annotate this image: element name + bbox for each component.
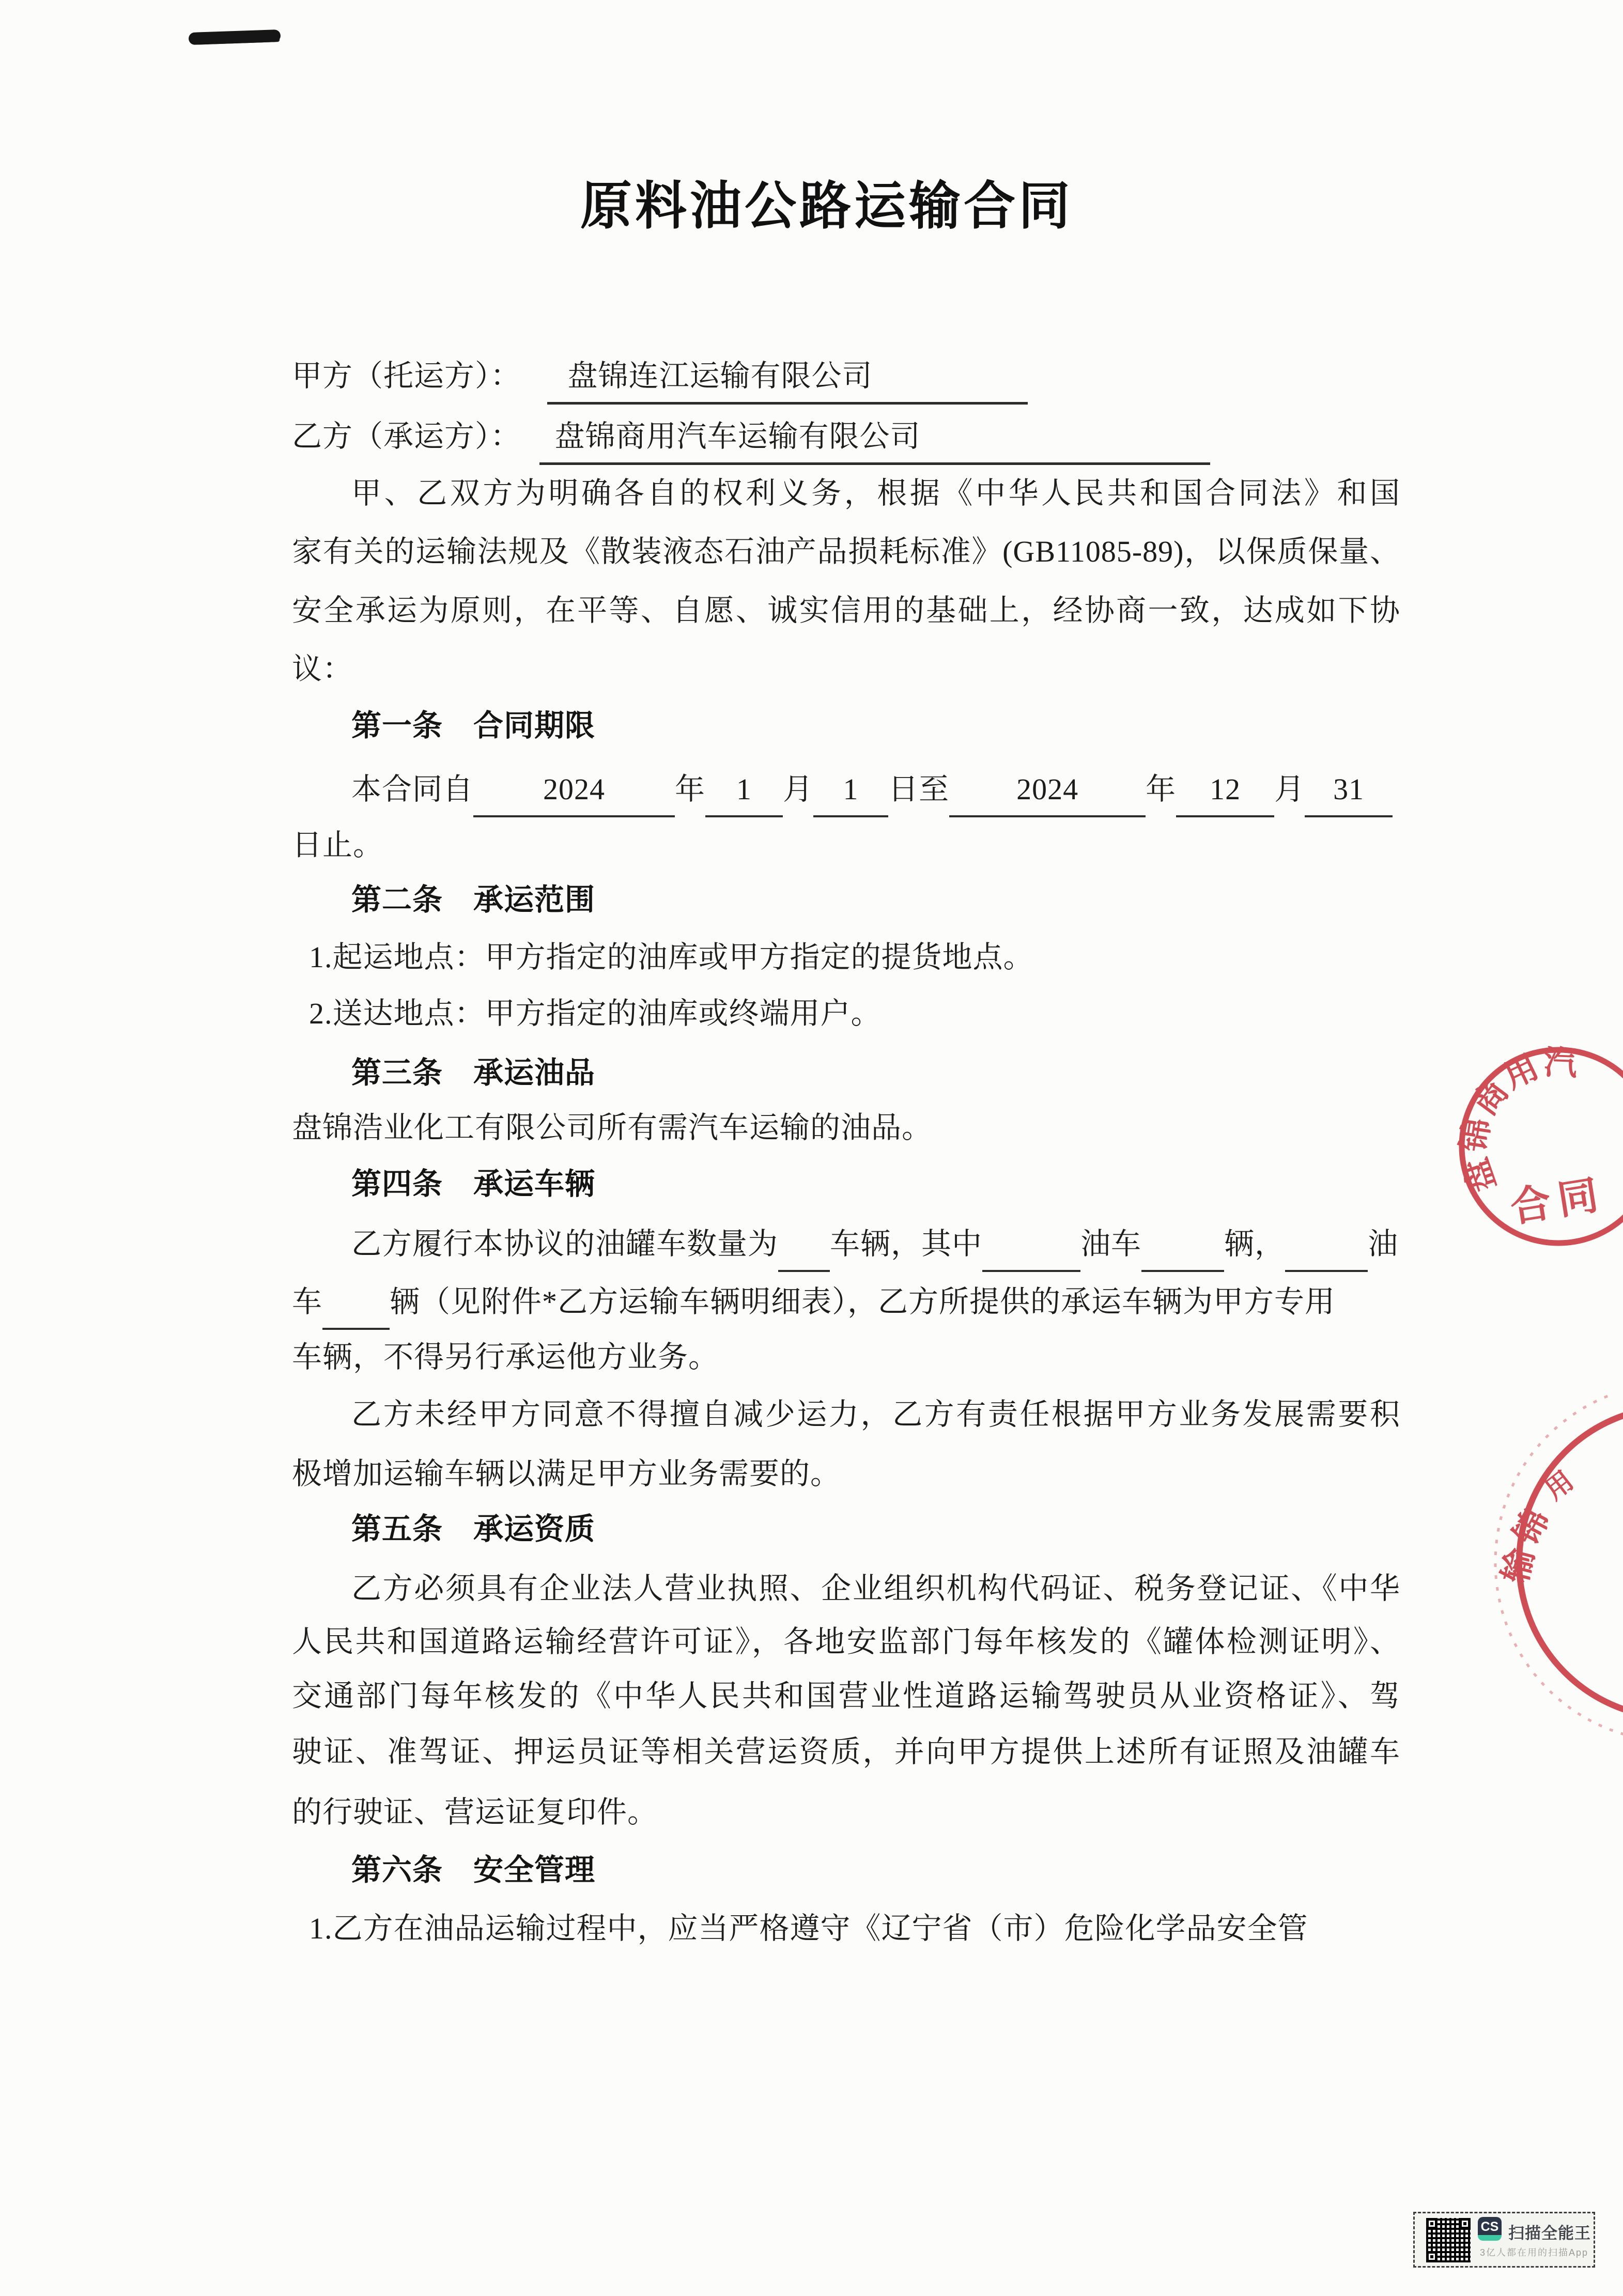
day-from-field: 1 [813,764,888,817]
seal-arc-text: 盘锦商用汽 [1455,1044,1580,1197]
date-tail: 日止。 [292,828,384,862]
month-label: 月 [1274,772,1305,806]
month-label: 月 [783,772,814,806]
article-2-item: 2.送达地点：甲方指定的油库或终端用户。 [309,997,882,1030]
article-5-line: 驶证、准驾证、押运员证等相关营运资质，并向甲方提供上述所有证照及油罐车 [292,1735,1400,1768]
oil-truck-type-blank [1285,1218,1368,1272]
party-b-name: 盘锦商用汽车运输有限公司 [539,411,1210,465]
oil-truck-count-blank [1141,1218,1224,1272]
month-from-field: 1 [705,764,783,817]
article-5-line: 乙方必须具有企业法人营业执照、企业组织机构代码证、税务登记证、《中华 [351,1572,1400,1605]
year-from-field: 2024 [473,764,675,817]
date-to-label: 日至 [888,772,950,806]
year-label: 年 [675,772,706,806]
oil-truck-type-blank [982,1218,1080,1272]
preamble-line: 议： [292,652,353,686]
text-segment: 油车 [1080,1227,1142,1261]
article-5-line: 的行驶证、营运证复印件。 [292,1795,658,1829]
seal-fragment-char: 用 [1540,1466,1580,1506]
camscanner-title: 扫描全能王 [1508,2224,1591,2242]
contract-date-line [351,761,1393,818]
text-segment: 辆， [1224,1227,1286,1261]
preamble-line: 甲、乙双方为明确各自的权利义务，根据《中华人民共和国合同法》和国 [351,476,1400,510]
qr-finder-icon [1459,2218,1471,2229]
oil-truck-count-blank [322,1276,390,1330]
party-b-line [292,408,1210,465]
red-company-seal-lower [1467,1395,1623,1736]
year-to-field: 2024 [949,764,1146,817]
article-1-heading: 第一条 合同期限 [351,709,596,742]
text-segment: 乙方履行本协议的油罐车数量为 [351,1227,779,1261]
article-3-heading: 第三条 承运油品 [351,1056,596,1090]
article-4-para-2-line: 极增加运输车辆以满足甲方业务需要的。 [292,1457,841,1491]
text-segment: 车 [292,1285,323,1318]
article-5-heading: 第五条 承运资质 [351,1512,596,1546]
article-4-para-2-line: 乙方未经甲方同意不得擅自减少运力，乙方有责任根据甲方业务发展需要积 [351,1398,1400,1431]
seal-center-text: 合同 [1507,1171,1609,1231]
qr-code [1426,2218,1471,2262]
party-a-label: 甲方（托运方）： [292,359,521,393]
article-4-line-1 [351,1216,1398,1273]
year-label: 年 [1146,772,1177,806]
article-3-body: 盘锦浩业化工有限公司所有需汽车运输的油品。 [292,1111,933,1144]
red-company-seal-upper [1395,1028,1623,1276]
seal-fragment-char: 锦 [1507,1503,1557,1552]
seal-fragment-char: 输 [1496,1544,1541,1587]
text-segment: 辆（见附件*乙方运输车辆明细表），乙方所提供的承运车辆为甲方专用 [390,1285,1336,1318]
article-4-line-3: 车辆，不得另行承运他方业务。 [292,1340,719,1374]
camscanner-logo-icon: CS [1478,2217,1502,2241]
article-4-heading: 第四条 承运车辆 [351,1167,596,1201]
text-segment: 车辆，其中 [830,1227,983,1261]
page-title: 原料油公路运输合同 [580,178,1073,235]
article-6-line: 1.乙方在油品运输过程中，应当严格遵守《辽宁省（市）危险化学品安全管 [309,1912,1308,1945]
qr-finder-icon [1426,2218,1437,2229]
article-5-line: 交通部门每年核发的《中华人民共和国营业性道路运输驾驶员从业资格证》、驾 [292,1679,1400,1713]
camscanner-subtitle: 3亿人都在用的扫描App [1480,2247,1589,2258]
camscanner-watermark [1413,2212,1595,2268]
article-4-line-2 [292,1274,1335,1330]
preamble-line: 家有关的运输法规及《散装液态石油产品损耗标准》(GB11085-89)，以保质保量、 [292,535,1400,568]
qr-finder-icon [1426,2251,1437,2262]
party-a-name: 盘锦连江运输有限公司 [547,350,1028,405]
text-segment: 油 [1368,1227,1399,1261]
preamble-line: 安全承运为原则，在平等、自愿、诚实信用的基础上，经协商一致，达成如下协 [292,594,1400,627]
party-b-label: 乙方（承运方）： [292,420,521,453]
date-prefix: 本合同自 [351,772,474,806]
party-a-line [292,348,1028,405]
article-6-heading: 第六条 安全管理 [351,1853,596,1887]
month-to-field: 12 [1176,764,1274,817]
scanner-ink-mark [189,29,281,45]
article-5-line: 人民共和国道路运输经营许可证》，各地安监部门每年核发的《罐体检测证明》、 [292,1625,1400,1658]
day-to-field: 31 [1305,764,1393,817]
article-2-item: 1.起运地点：甲方指定的油库或甲方指定的提货地点。 [309,940,1034,974]
article-2-heading: 第二条 承运范围 [351,883,596,917]
vehicle-count-blank [778,1218,830,1272]
